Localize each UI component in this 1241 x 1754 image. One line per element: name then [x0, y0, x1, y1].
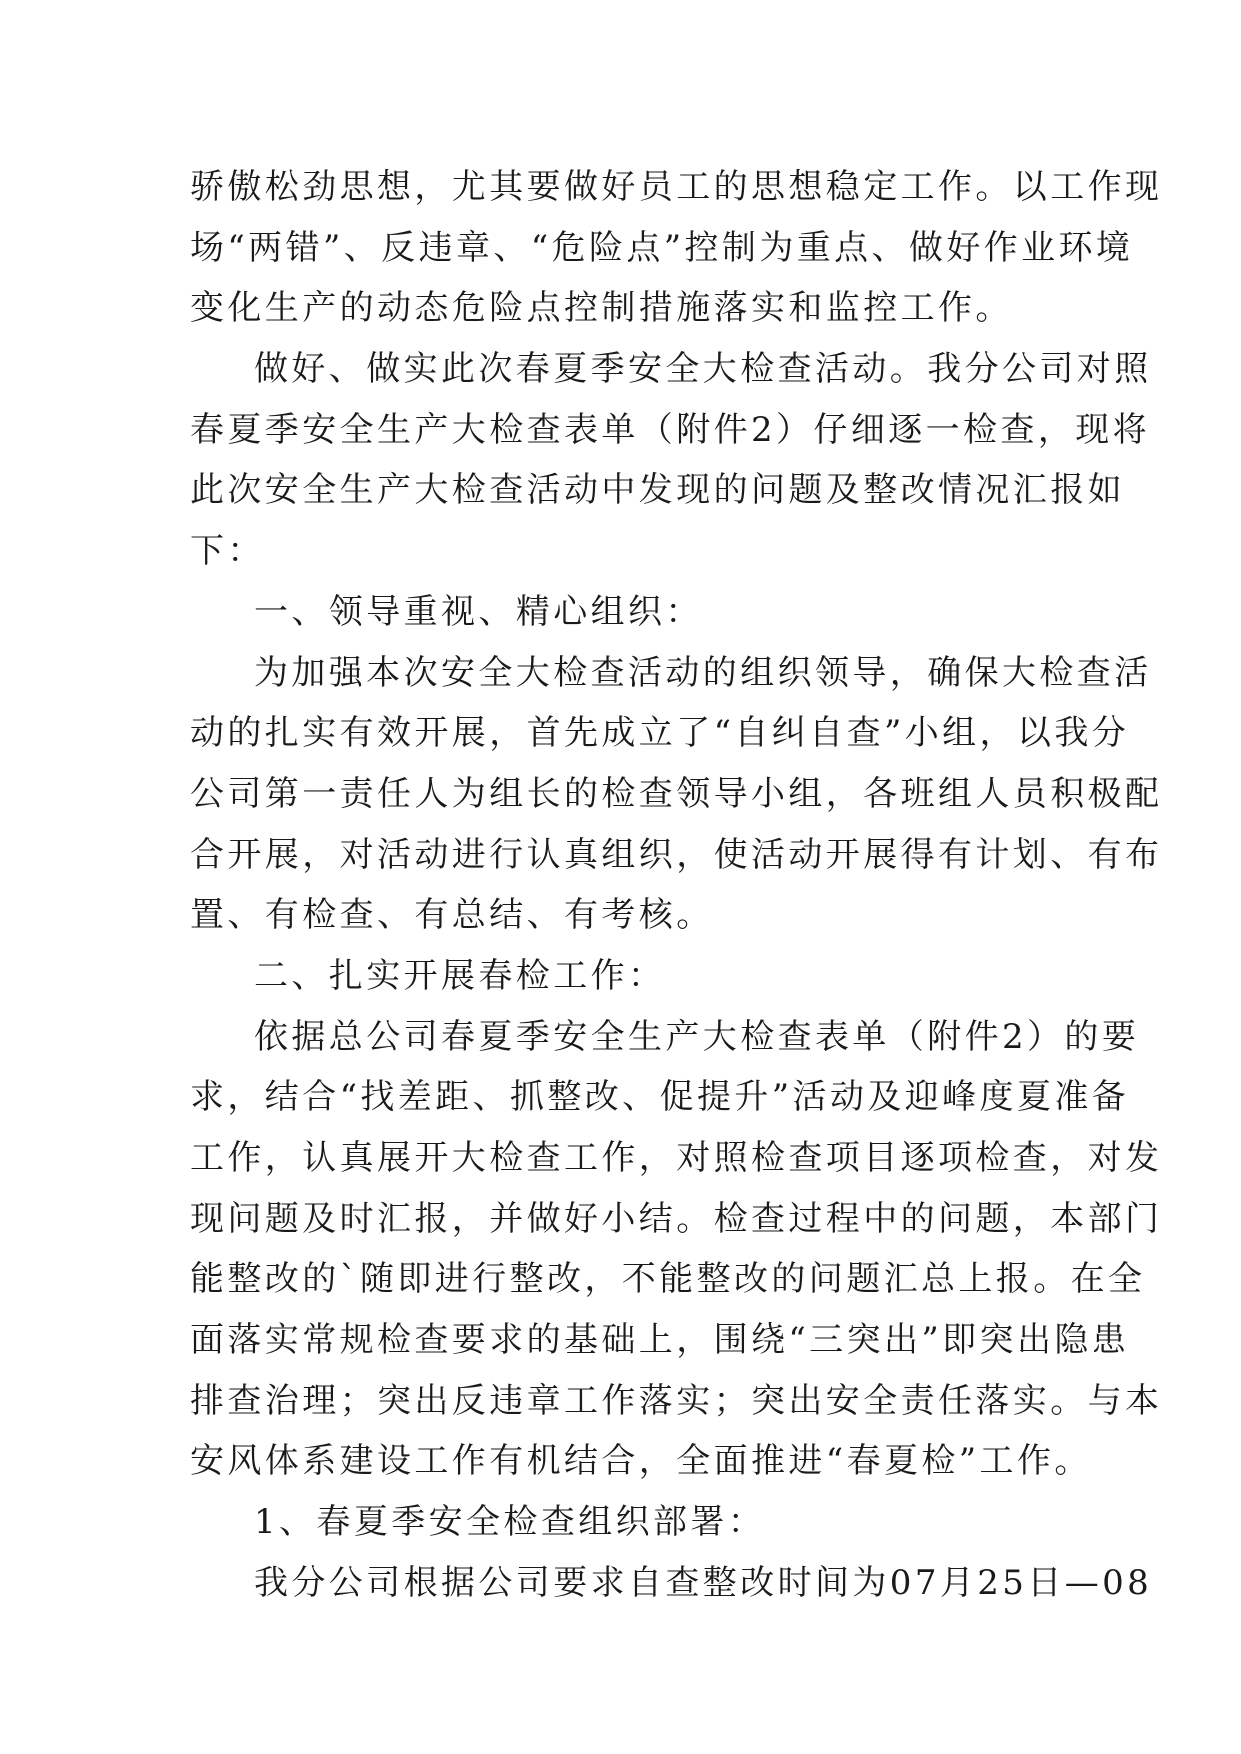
text-line: 为加强本次安全大检查活动的组织领导，确保大检查活 [254, 652, 1152, 693]
text-line: 能整改的`随即进行整改，不能整改的问题汇总上报。在全 [190, 1259, 1146, 1300]
text-line: 场“两错”、反违章、“危险点”控制为重点、做好作业环境 [190, 227, 1134, 268]
text-line: 求，结合“找差距、抓整改、促提升”活动及迎峰度夏准备 [190, 1077, 1130, 1118]
text-line: 置、有检查、有总结、有考核。 [190, 895, 714, 936]
text-line: 一、领导重视、精心组织： [254, 591, 703, 632]
text-line: 下： [190, 531, 265, 572]
text-line: 排查治理；突出反违章工作落实；突出安全责任落实。与本 [190, 1380, 1163, 1421]
text-line: 春夏季安全生产大检查表单（附件2）仔细逐一检查，现将 [190, 409, 1151, 450]
text-line: 面落实常规检查要求的基础上，围绕“三突出”即突出隐患 [190, 1320, 1130, 1361]
text-line: 二、扎实开展春检工作： [254, 955, 666, 996]
text-line: 公司第一责任人为组长的检查领导小组，各班组人员积极配 [190, 773, 1163, 814]
text-line: 合开展，对活动进行认真组织，使活动开展得有计划、有布 [190, 834, 1163, 875]
text-line: 做好、做实此次春夏季安全大检查活动。我分公司对照 [254, 349, 1152, 390]
text-line: 依据总公司春夏季安全生产大检查表单（附件2）的要 [254, 1016, 1140, 1057]
text-line: 现问题及时汇报，并做好小结。检查过程中的问题，本部门 [190, 1198, 1163, 1239]
text-line: 工作，认真展开大检查工作，对照检查项目逐项检查，对发 [190, 1138, 1163, 1178]
text-line: 此次安全生产大检查活动中发现的问题及整改情况汇报如 [190, 470, 1125, 511]
text-line: 动的扎实有效开展，首先成立了“自纠自查”小组，以我分 [190, 713, 1130, 754]
text-line: 变化生产的动态危险点控制措施落实和监控工作。 [190, 288, 1013, 329]
text-line: 安风体系建设工作有机结合，全面推进“春夏检”工作。 [190, 1441, 1092, 1482]
text-line: 1、春夏季安全检查组织部署： [254, 1502, 766, 1543]
text-line: 我分公司根据公司要求自查整改时间为07月25日—08 [254, 1562, 1153, 1603]
document-body [190, 157, 1163, 1614]
text-line: 骄傲松劲思想，尤其要做好员工的思想稳定工作。以工作现 [190, 167, 1163, 207]
